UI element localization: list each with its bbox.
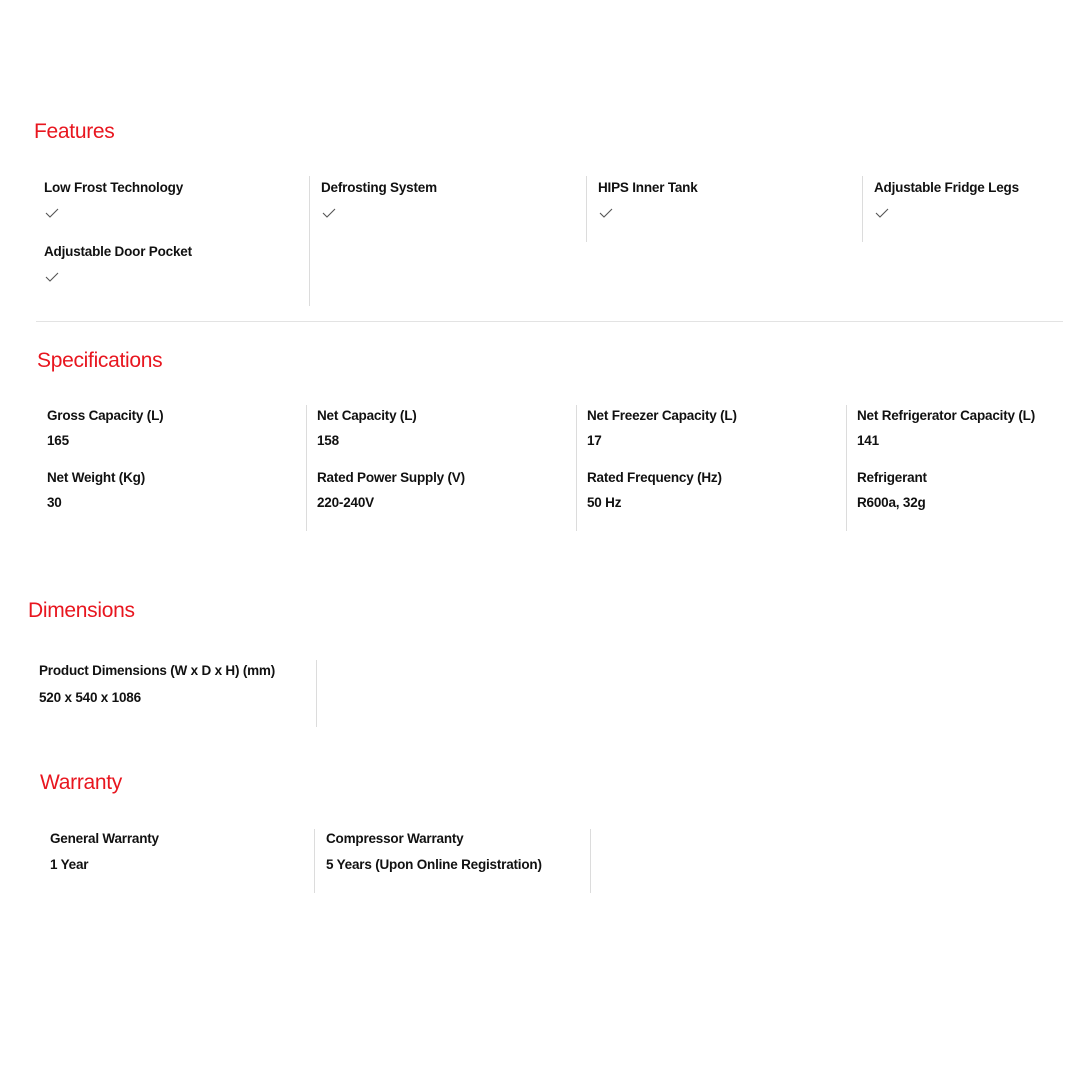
column-divider (306, 405, 307, 531)
spec-label: Rated Power Supply (V) (317, 470, 465, 485)
spec-label: Net Weight (Kg) (47, 470, 145, 485)
spec-item (317, 409, 417, 447)
spec-label: Net Capacity (L) (317, 408, 417, 423)
check-icon (599, 208, 613, 218)
spec-value: 50 Hz (587, 494, 622, 510)
column-divider (846, 405, 847, 531)
column-divider (590, 829, 591, 893)
spec-value: R600a, 32g (857, 494, 926, 510)
column-divider (862, 176, 863, 242)
features-heading: Features (34, 120, 115, 143)
spec-value: 165 (47, 432, 69, 448)
spec-label: Gross Capacity (L) (47, 408, 164, 423)
check-icon (322, 208, 336, 218)
feature-item (44, 181, 183, 218)
warranty-label: General Warranty (50, 831, 159, 846)
feature-item (321, 181, 437, 218)
spec-item (857, 471, 927, 509)
spec-label: Net Freezer Capacity (L) (587, 408, 737, 423)
spec-item (587, 471, 722, 509)
spec-value: 17 (587, 432, 602, 448)
dimension-value: 520 x 540 x 1086 (39, 689, 141, 705)
dimension-label: Product Dimensions (W x D x H) (mm) (39, 663, 276, 678)
warranty-label: Compressor Warranty (326, 831, 464, 846)
dimension-item (39, 664, 275, 704)
specifications-heading: Specifications (37, 349, 163, 372)
spec-label: Rated Frequency (Hz) (587, 470, 722, 485)
spec-value: 30 (47, 494, 62, 510)
spec-value: 220-240V (317, 494, 374, 510)
feature-label: HIPS Inner Tank (598, 180, 698, 195)
feature-label: Defrosting System (321, 180, 437, 195)
column-divider (586, 176, 587, 242)
spec-label: Refrigerant (857, 470, 927, 485)
spec-item (47, 409, 163, 447)
warranty-value: 1 Year (50, 856, 89, 872)
feature-label: Low Frost Technology (44, 180, 183, 195)
column-divider (576, 405, 577, 531)
dimensions-heading: Dimensions (28, 599, 135, 622)
feature-item (44, 245, 192, 282)
warranty-value: 5 Years (Upon Online Registration) (326, 856, 542, 872)
spec-value: 141 (857, 432, 879, 448)
spec-item (317, 471, 465, 509)
warranty-heading: Warranty (40, 771, 122, 794)
spec-item (857, 409, 1035, 447)
check-icon (875, 208, 889, 218)
section-divider (36, 321, 1063, 322)
column-divider (314, 829, 315, 893)
column-divider (316, 660, 317, 727)
warranty-item (50, 832, 159, 871)
check-icon (45, 272, 59, 282)
feature-label: Adjustable Door Pocket (44, 244, 192, 259)
feature-item (598, 181, 698, 218)
spec-value: 158 (317, 432, 339, 448)
column-divider (309, 176, 310, 306)
spec-item (47, 471, 145, 509)
feature-item (874, 181, 1019, 218)
feature-label: Adjustable Fridge Legs (874, 180, 1019, 195)
spec-item (587, 409, 737, 447)
check-icon (45, 208, 59, 218)
warranty-item (326, 832, 542, 871)
spec-label: Net Refrigerator Capacity (L) (857, 408, 1035, 423)
